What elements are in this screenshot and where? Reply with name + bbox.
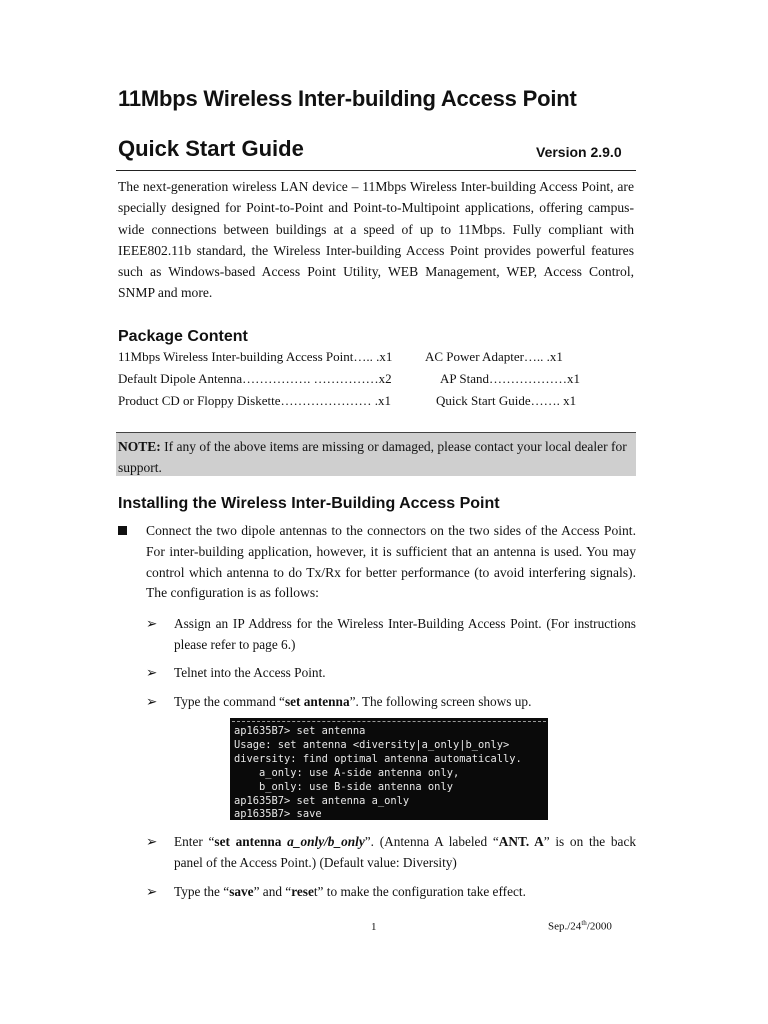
arrow-bullet-icon: ➢	[146, 616, 158, 631]
note-label: NOTE:	[118, 439, 161, 454]
footer-date-part: /2000	[586, 920, 612, 933]
step-text	[174, 832, 636, 874]
package-item: AC Power Adapter….. .x1	[425, 349, 563, 364]
terminal-line: diversity: find optimal antenna automatically.	[234, 752, 522, 765]
package-item: 11Mbps Wireless Inter-building Access Point….. .x1	[118, 349, 393, 364]
terminal-line: b_only: use B-side antenna only	[234, 780, 453, 793]
command-text: set antenna	[284, 694, 350, 709]
step-text-part: ” is on the back panel of the Access Point.) (Default value: Diversity)	[174, 834, 636, 870]
version-label: Version 2.9.0	[536, 144, 622, 160]
step-text-part: ”. The following screen shows up.	[349, 694, 532, 709]
antenna-label: ANT. A	[498, 834, 544, 849]
step-text	[174, 692, 636, 713]
command-text: rese	[291, 884, 314, 899]
command-argument: a_only/b_only	[287, 834, 365, 849]
footer-date	[548, 919, 612, 933]
document-subtitle: Quick Start Guide	[118, 136, 304, 161]
terminal-line: ap1635B7> save	[234, 808, 322, 820]
page-number: 1	[371, 921, 377, 933]
arrow-bullet-icon: ➢	[146, 665, 158, 680]
intro-paragraph: The next-generation wireless LAN device – 11Mbps Wireless Inter-building Access Point, are specially designed for Point-to-Point and Point-to-Multipoint applications, offering campus-wide connections between buildings at a speed of up to 11Mbps. Fully compliant with IEEE802.11b standard, the Wireless Inter-building Access Point provides powerful features such as Windows-based Access Point Utility, WEB Management, WEP, Access Control, SNMP and more.	[118, 179, 634, 301]
step-text-part: Enter “	[174, 834, 215, 849]
note-text: If any of the above items are missing or damaged, please contact your local dealer for support.	[118, 439, 627, 475]
terminal-line: Usage: set antenna <diversity|a_only|b_only>	[234, 738, 510, 751]
install-heading: Installing the Wireless Inter-Building Access Point	[118, 495, 500, 512]
package-item: Product CD or Floppy Diskette………………… .x1	[118, 393, 391, 408]
package-item: Quick Start Guide……. x1	[436, 393, 577, 408]
document-title: 11Mbps Wireless Inter-building Access Point	[118, 86, 577, 111]
package-item: Default Dipole Antenna……………. ……………x2	[118, 371, 392, 386]
command-text: save	[229, 884, 254, 899]
footer-date-sup: th	[581, 919, 587, 927]
step-text: Assign an IP Address for the Wireless Inter-Building Access Point. (For instructions please refer to page 6.)	[174, 616, 636, 652]
package-item: AP Stand………………x1	[440, 371, 580, 386]
square-bullet-icon	[118, 526, 127, 535]
arrow-bullet-icon: ➢	[146, 884, 158, 899]
step-text	[174, 882, 636, 903]
note-box	[116, 432, 636, 476]
step-text: Telnet into the Access Point.	[174, 665, 326, 680]
step-text-part: Type the “	[174, 884, 230, 899]
step-text-part: t” to make the configuration take effect.	[313, 884, 526, 899]
header-divider	[116, 170, 636, 171]
install-bullet-text: Connect the two dipole antennas to the connectors on the two sides of the Access Point. For inter-building application, however, it is sufficient that an antenna is used. You may control which antenna to do Tx/Rx for better performance (to avoid interfering signals). The configuration is as follows:	[146, 523, 636, 601]
footer-date-part: Sep./24	[548, 920, 582, 933]
arrow-bullet-icon: ➢	[146, 834, 158, 849]
step-text-part: ” and “	[253, 884, 292, 899]
arrow-bullet-icon: ➢	[146, 694, 158, 709]
step-text-part: Type the command “	[174, 694, 285, 709]
terminal-line: a_only: use A-side antenna only,	[234, 766, 460, 779]
terminal-line: ap1635B7> set antenna a_only	[234, 794, 410, 807]
terminal-line: ap1635B7> set antenna	[234, 725, 366, 737]
package-heading: Package Content	[118, 328, 248, 345]
terminal-screenshot	[230, 718, 548, 820]
command-text: set antenna	[214, 834, 288, 849]
step-text-part: ”. (Antenna A labeled “	[364, 834, 499, 849]
